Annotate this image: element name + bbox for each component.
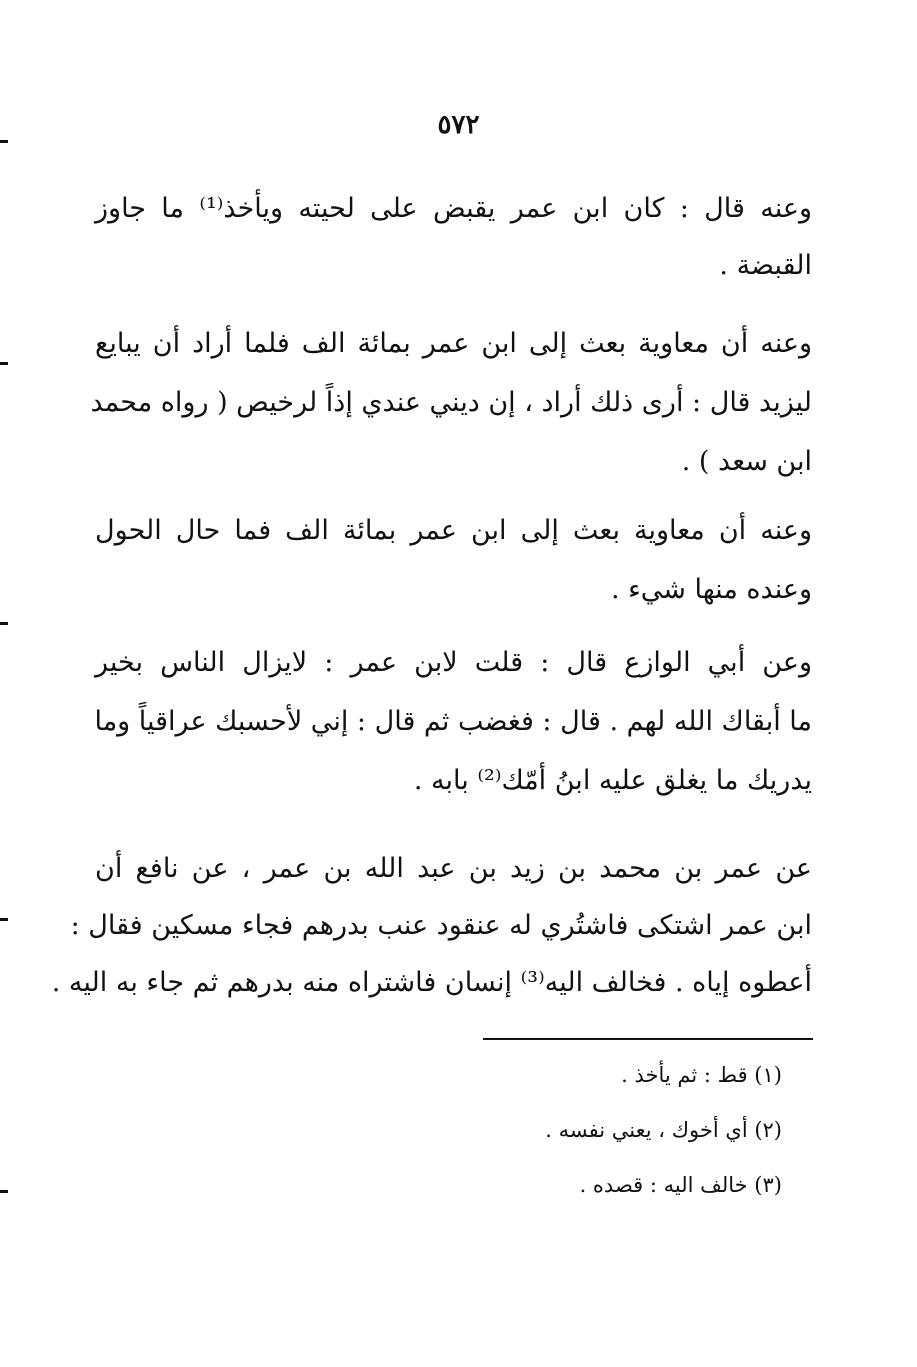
- scan-edge-mark: [0, 362, 8, 365]
- paragraph-5-line-2: ابن عمر اشتكى فاشتُري له عنقود عنب بدرهم فجاء مسكين فقال :: [70, 910, 812, 941]
- footnote-3: (٣) خالف اليه : قصده .: [579, 1173, 782, 1197]
- footnote-1: (١) قط : ثم يأخذ .: [621, 1063, 782, 1087]
- paragraph-3-line-2: وعنده منها شيء .: [610, 574, 812, 605]
- paragraph-3-line-1: وعنه أن معاوية بعث إلى ابن عمر بمائة الف فما حال الحول: [95, 515, 812, 546]
- scan-edge-mark: [0, 622, 8, 625]
- paragraph-5-line-1: عن عمر بن محمد بن زيد بن عبد الله بن عمر ، عن نافع أن: [95, 853, 812, 884]
- paragraph-2-line-1: وعنه أن معاوية بعث إلى ابن عمر بمائة الف فلما أراد أن يبايع: [95, 328, 812, 359]
- scan-edge-mark: [0, 918, 8, 921]
- paragraph-2-line-3: ابن سعد ) .: [681, 446, 812, 477]
- paragraph-2-line-2: ليزيد قال : أرى ذلك أراد ، إن ديني عندي إذاً لرخيص ( رواه محمد: [90, 387, 812, 418]
- footnote-separator: [483, 1038, 813, 1040]
- paragraph-4-line-3: يدريك ما يغلق عليه ابنُ أمّك⁽²⁾ بابه .: [413, 765, 812, 796]
- paragraph-1-line-2: القبضة .: [719, 250, 812, 281]
- paragraph-4-line-2: ما أبقاك الله لهم . قال : فغضب ثم قال : إني لأحسبك عراقياً وما: [94, 706, 812, 737]
- paragraph-5-line-3: أعطوه إياه . فخالف اليه⁽³⁾ إنسان فاشتراه منه بدرهم ثم جاء به اليه .: [51, 967, 812, 998]
- scan-edge-mark: [0, 140, 8, 143]
- footnote-2: (٢) أي أخوك ، يعني نفسه .: [545, 1118, 782, 1142]
- page-number: ٥٧٢: [437, 110, 480, 140]
- paragraph-4-line-1: وعن أبي الوازع قال : قلت لابن عمر : لايزال الناس بخير: [95, 647, 812, 678]
- paragraph-1-line-1: وعنه قال : كان ابن عمر يقبض على لحيته ويأخذ⁽¹⁾ ما جاوز: [95, 193, 812, 224]
- scan-edge-mark: [0, 1190, 8, 1193]
